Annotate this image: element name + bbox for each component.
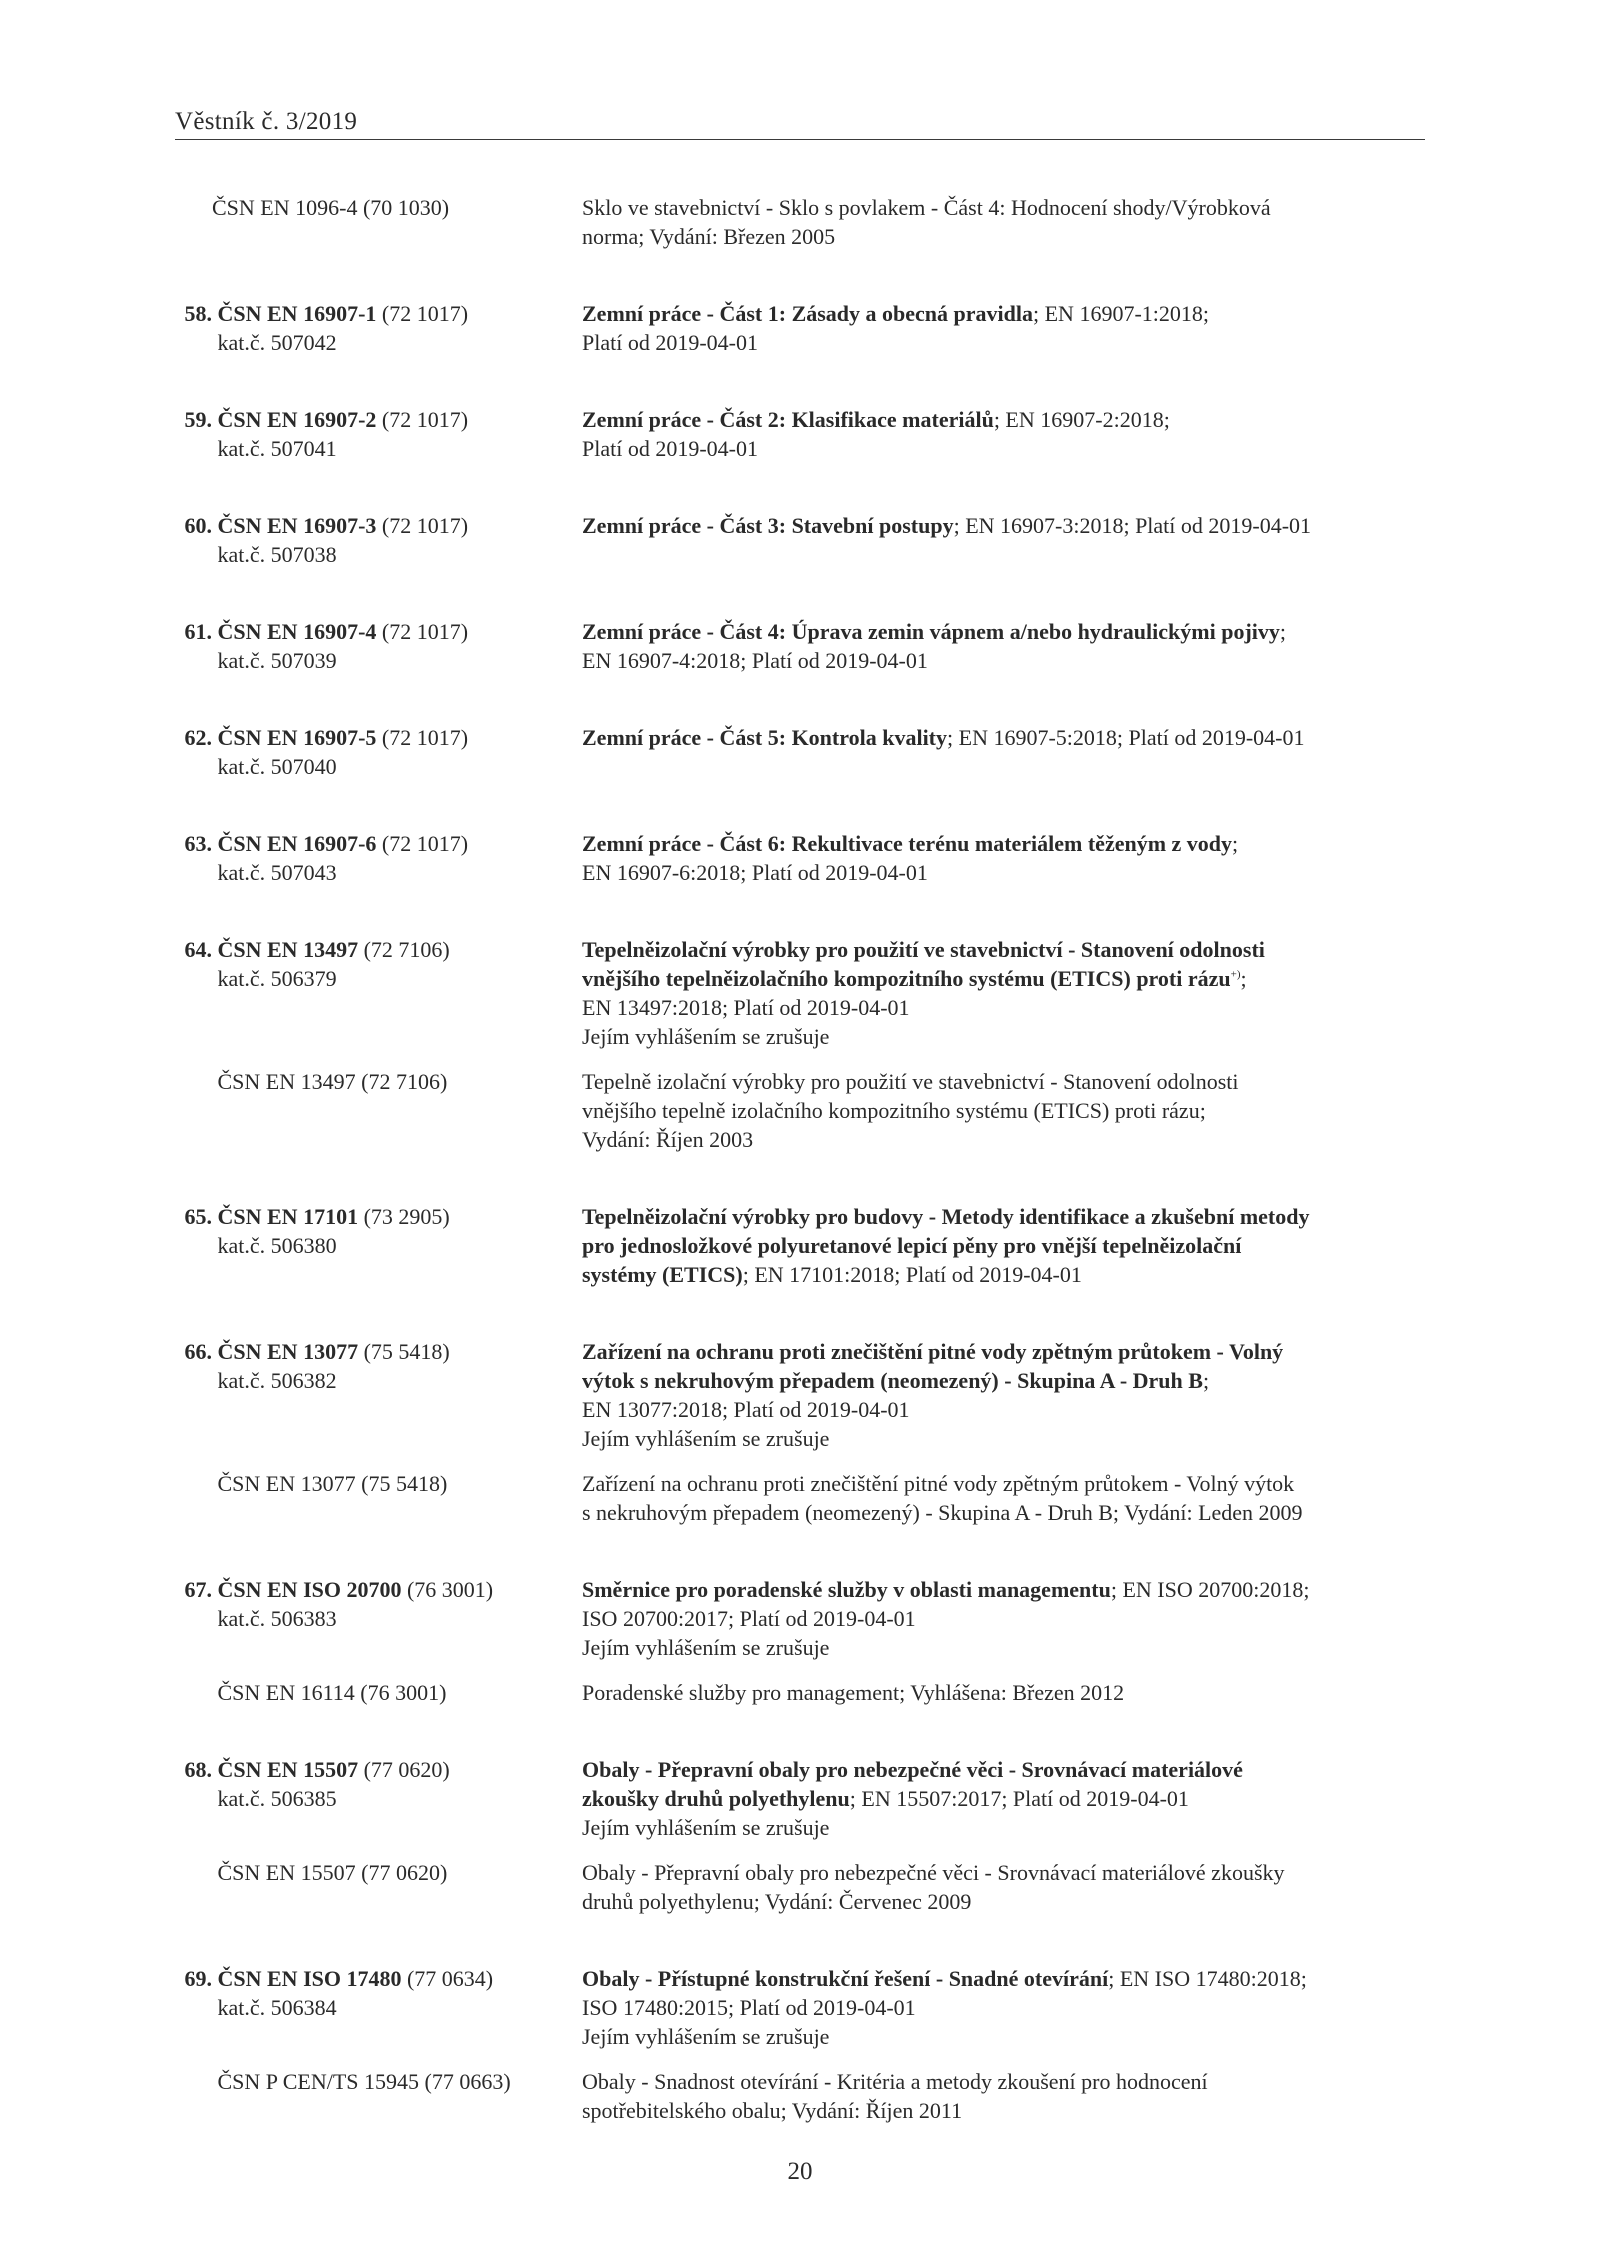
title-line bbox=[582, 1260, 1407, 1289]
standard-row bbox=[175, 405, 1425, 463]
classification-code: (72 1017) bbox=[376, 513, 469, 538]
standard-title bbox=[582, 617, 1407, 675]
replaced-standard-row bbox=[175, 1469, 1425, 1527]
title-line bbox=[582, 1784, 1407, 1813]
replaced-title-line: spotřebitelského obalu; Vydání: Říjen 2011 bbox=[582, 2098, 963, 2123]
entry-number: 62. bbox=[184, 725, 212, 750]
entry-number: 64. bbox=[184, 937, 212, 962]
classification-code: (73 2905) bbox=[358, 1204, 450, 1229]
title-bold-text: Obaly - Přístupné konstrukční řešení - Snadné otevírání bbox=[582, 1966, 1109, 1991]
standard-code bbox=[175, 723, 582, 781]
standard-row bbox=[175, 511, 1425, 569]
title-line bbox=[582, 511, 1407, 540]
title-line bbox=[582, 935, 1407, 964]
standard-entry bbox=[175, 299, 1425, 357]
replaced-standard-row bbox=[175, 1858, 1425, 1916]
standard-entry bbox=[175, 935, 1425, 1154]
title-bold-text: Zařízení na ochranu proti znečištění pitné vody zpětným průtokem - Volný bbox=[582, 1339, 1284, 1364]
standard-row bbox=[175, 1202, 1425, 1289]
title-bold-text: Tepelněizolační výrobky pro budovy - Metody identifikace a zkušební metody bbox=[582, 1204, 1310, 1229]
replaced-title-line: Zařízení na ochranu proti znečištění pitné vody zpětným průtokem - Volný výtok bbox=[582, 1471, 1295, 1496]
title-text: ; bbox=[1232, 831, 1239, 856]
replaced-title-line: s nekruhovým přepadem (neomezený) - Skupina A - Druh B; Vydání: Leden 2009 bbox=[582, 1500, 1303, 1525]
standard-title bbox=[582, 1575, 1407, 1662]
standard-entry bbox=[175, 617, 1425, 675]
title-text: Jejím vyhlášením se zrušuje bbox=[582, 1635, 830, 1660]
title-line bbox=[582, 1755, 1407, 1784]
standard-entry bbox=[175, 829, 1425, 887]
catalog-number: kat.č. 507041 bbox=[217, 436, 337, 461]
title-text: ; EN ISO 20700:2018; bbox=[1110, 1577, 1310, 1602]
standard-designation: ČSN EN 16907-1 bbox=[217, 301, 377, 326]
standard-row bbox=[175, 299, 1425, 357]
title-bold-text: Tepelněizolační výrobky pro použití ve stavebnictví - Stanovení odolnosti bbox=[582, 937, 1265, 962]
title-line bbox=[582, 405, 1407, 434]
catalog-number: kat.č. 506379 bbox=[217, 966, 337, 991]
classification-code: (72 7106) bbox=[358, 937, 450, 962]
replaced-standard-row bbox=[175, 1067, 1425, 1154]
standard-designation: ČSN EN 16907-4 bbox=[217, 619, 377, 644]
entry-number: 59. bbox=[184, 407, 212, 432]
title-line bbox=[582, 2022, 1407, 2051]
standard-row bbox=[175, 1575, 1425, 1662]
standard-code bbox=[175, 1337, 582, 1453]
title-bold-text: Zemní práce - Část 3: Stavební postupy bbox=[582, 513, 954, 538]
standard-title bbox=[582, 829, 1407, 887]
replaced-title-line: Vydání: Říjen 2003 bbox=[582, 1127, 754, 1152]
catalog-number: kat.č. 507042 bbox=[217, 330, 337, 355]
title-text: ; bbox=[1240, 966, 1247, 991]
title-text: ; EN 16907-2:2018; bbox=[993, 407, 1170, 432]
catalog-number: kat.č. 506383 bbox=[217, 1606, 337, 1631]
standard-code bbox=[175, 617, 582, 675]
entry-number: 68. bbox=[184, 1757, 212, 1782]
title-line bbox=[582, 1813, 1407, 1842]
catalog-number: kat.č. 506382 bbox=[217, 1368, 337, 1393]
replaced-title-line: Obaly - Snadnost otevírání - Kritéria a metody zkoušení pro hodnocení bbox=[582, 2069, 1208, 2094]
title-bold-text: Zemní práce - Část 5: Kontrola kvality bbox=[582, 725, 948, 750]
title-text: Jejím vyhlášením se zrušuje bbox=[582, 1426, 830, 1451]
standard-title bbox=[582, 1755, 1407, 1842]
title-text: EN 16907-4:2018; Platí od 2019-04-01 bbox=[582, 648, 928, 673]
title-line bbox=[582, 1202, 1407, 1231]
standard-entry bbox=[175, 1964, 1425, 2125]
standard-entry bbox=[175, 1755, 1425, 1916]
title-line bbox=[582, 1575, 1407, 1604]
title-line bbox=[582, 1964, 1407, 1993]
replaced-standard-code: ČSN EN 13497 (72 7106) bbox=[217, 1069, 448, 1094]
title-line bbox=[582, 858, 1407, 887]
title-text: Platí od 2019-04-01 bbox=[582, 436, 758, 461]
standard-designation: ČSN EN 13077 bbox=[217, 1339, 359, 1364]
title-bold-text: Obaly - Přepravní obaly pro nebezpečné věci - Srovnávací materiálové bbox=[582, 1757, 1243, 1782]
standard-code bbox=[175, 1575, 582, 1662]
catalog-number: kat.č. 507039 bbox=[217, 648, 337, 673]
replaced-standard-code: ČSN EN 15507 (77 0620) bbox=[217, 1860, 448, 1885]
catalog-number: kat.č. 506385 bbox=[217, 1786, 337, 1811]
entry-number: 66. bbox=[184, 1339, 212, 1364]
replaced-title-line: Obaly - Přepravní obaly pro nebezpečné věci - Srovnávací materiálové zkoušky bbox=[582, 1860, 1285, 1885]
entry-number: 63. bbox=[184, 831, 212, 856]
standard-code bbox=[175, 935, 582, 1051]
title-bold-text: vnějšího tepelněizolačního kompozitního systému (ETICS) proti rázu bbox=[582, 966, 1231, 991]
title-line bbox=[582, 993, 1407, 1022]
standard-code bbox=[175, 829, 582, 887]
standard-row bbox=[175, 1755, 1425, 1842]
title-text: Jejím vyhlášením se zrušuje bbox=[582, 2024, 830, 2049]
replaced-standard-title: Sklo ve stavebnictví - Sklo s povlakem - Část 4: Hodnocení shody/Výrobková norma; Vydání: Březen 2005 bbox=[582, 195, 1271, 249]
standard-entry bbox=[175, 723, 1425, 781]
catalog-number: kat.č. 506384 bbox=[217, 1995, 337, 2020]
replaced-title-line: vnějšího tepelně izolačního kompozitního systému (ETICS) proti rázu; bbox=[582, 1098, 1206, 1123]
title-text: ; EN 16907-3:2018; Platí od 2019-04-01 bbox=[953, 513, 1312, 538]
entry-number: 58. bbox=[184, 301, 212, 326]
title-text: Jejím vyhlášením se zrušuje bbox=[582, 1815, 830, 1840]
classification-code: (72 1017) bbox=[376, 301, 469, 326]
title-line bbox=[582, 1366, 1407, 1395]
standard-code bbox=[175, 1755, 582, 1842]
title-line bbox=[582, 617, 1407, 646]
title-text: ; EN 16907-5:2018; Platí od 2019-04-01 bbox=[947, 725, 1305, 750]
title-line bbox=[582, 1993, 1407, 2022]
classification-code: (77 0620) bbox=[358, 1757, 450, 1782]
title-text: EN 13497:2018; Platí od 2019-04-01 bbox=[582, 995, 910, 1020]
classification-code: (76 3001) bbox=[401, 1577, 494, 1602]
title-bold-text: systémy (ETICS) bbox=[582, 1262, 743, 1287]
title-bold-text: pro jednosložkové polyuretanové lepicí pěny pro vnější tepelněizolační bbox=[582, 1233, 1242, 1258]
title-line bbox=[582, 299, 1407, 328]
replaced-standard-title bbox=[582, 2067, 1407, 2125]
standard-row bbox=[175, 829, 1425, 887]
standard-entry bbox=[175, 511, 1425, 569]
title-text: EN 16907-6:2018; Platí od 2019-04-01 bbox=[582, 860, 928, 885]
title-line bbox=[582, 1231, 1407, 1260]
title-line bbox=[582, 1337, 1407, 1366]
classification-code: (77 0634) bbox=[401, 1966, 494, 1991]
journal-header bbox=[175, 108, 1425, 140]
standards-list bbox=[175, 193, 1425, 2173]
title-line bbox=[582, 1395, 1407, 1424]
replaced-standard-row bbox=[175, 1678, 1425, 1707]
title-text: Jejím vyhlášením se zrušuje bbox=[582, 1024, 830, 1049]
standard-code bbox=[175, 1202, 582, 1289]
title-line bbox=[582, 1022, 1407, 1051]
title-text: ; EN 16907-1:2018; bbox=[1033, 301, 1209, 326]
standard-title bbox=[582, 405, 1407, 463]
standard-code bbox=[175, 299, 582, 357]
footnote-mark: +) bbox=[1230, 968, 1241, 981]
replaced-standard-code: ČSN EN 1096-4 (70 1030) bbox=[212, 195, 450, 220]
standard-designation: ČSN EN 16907-3 bbox=[217, 513, 377, 538]
standard-title bbox=[582, 1202, 1407, 1289]
title-line bbox=[582, 829, 1407, 858]
title-line bbox=[582, 964, 1407, 993]
classification-code: (72 1017) bbox=[376, 725, 469, 750]
title-bold-text: Zemní práce - Část 6: Rekultivace terénu materiálem těženým z vody bbox=[582, 831, 1233, 856]
standard-code bbox=[175, 1964, 582, 2051]
standard-row bbox=[175, 723, 1425, 781]
entry-number: 65. bbox=[184, 1204, 212, 1229]
standard-designation: ČSN EN 13497 bbox=[217, 937, 359, 962]
classification-code: (75 5418) bbox=[358, 1339, 450, 1364]
standard-code bbox=[175, 511, 582, 569]
replaced-standard-code: ČSN EN 16114 (76 3001) bbox=[217, 1680, 447, 1705]
standard-title bbox=[582, 511, 1407, 569]
replaced-standard-row bbox=[175, 193, 1425, 251]
standard-row bbox=[175, 935, 1425, 1051]
standard-entries bbox=[175, 299, 1425, 2125]
standard-designation: ČSN EN ISO 17480 bbox=[217, 1966, 402, 1991]
replaced-title-line: druhů polyethylenu; Vydání: Červenec 2009 bbox=[582, 1889, 972, 1914]
title-text: EN 13077:2018; Platí od 2019-04-01 bbox=[582, 1397, 910, 1422]
classification-code: (72 1017) bbox=[376, 407, 469, 432]
replaced-standard-title bbox=[582, 1678, 1407, 1707]
standard-designation: ČSN EN 16907-2 bbox=[217, 407, 377, 432]
replaced-standard-title bbox=[582, 1067, 1407, 1154]
standard-code bbox=[175, 405, 582, 463]
standard-title bbox=[582, 723, 1407, 781]
title-text: ISO 17480:2015; Platí od 2019-04-01 bbox=[582, 1995, 916, 2020]
classification-code: (72 1017) bbox=[376, 831, 469, 856]
standard-row bbox=[175, 1964, 1425, 2051]
standard-title bbox=[582, 1964, 1407, 2051]
replaced-standard-title bbox=[582, 1469, 1407, 1527]
title-line bbox=[582, 723, 1407, 752]
title-bold-text: zkoušky druhů polyethylenu bbox=[582, 1786, 850, 1811]
replaced-title-line: Tepelně izolační výrobky pro použití ve stavebnictví - Stanovení odolnosti bbox=[582, 1069, 1239, 1094]
entry-number: 69. bbox=[184, 1966, 212, 1991]
replaced-standard-code: ČSN P CEN/TS 15945 (77 0663) bbox=[217, 2069, 511, 2094]
classification-code: (72 1017) bbox=[376, 619, 469, 644]
standard-designation: ČSN EN 17101 bbox=[217, 1204, 359, 1229]
title-bold-text: Zemní práce - Část 2: Klasifikace materiálů bbox=[582, 407, 994, 432]
standard-designation: ČSN EN 15507 bbox=[217, 1757, 359, 1782]
title-line bbox=[582, 434, 1407, 463]
entry-number: 67. bbox=[184, 1577, 212, 1602]
title-bold-text: Směrnice pro poradenské služby v oblasti managementu bbox=[582, 1577, 1111, 1602]
title-line bbox=[582, 1424, 1407, 1453]
standard-designation: ČSN EN 16907-5 bbox=[217, 725, 377, 750]
standard-entry bbox=[175, 1202, 1425, 1289]
title-text: ; EN 17101:2018; Platí od 2019-04-01 bbox=[742, 1262, 1082, 1287]
title-bold-text: Zemní práce - Část 1: Zásady a obecná pravidla bbox=[582, 301, 1033, 326]
standard-row bbox=[175, 1337, 1425, 1453]
standard-entry bbox=[175, 1575, 1425, 1707]
standard-designation: ČSN EN ISO 20700 bbox=[217, 1577, 402, 1602]
standard-row bbox=[175, 617, 1425, 675]
page-number: 20 bbox=[787, 2158, 813, 2185]
catalog-number: kat.č. 507040 bbox=[217, 754, 337, 779]
title-text: ; EN 15507:2017; Platí od 2019-04-01 bbox=[849, 1786, 1189, 1811]
carryover-entry bbox=[175, 193, 1425, 251]
title-line bbox=[582, 328, 1407, 357]
standard-entry bbox=[175, 1337, 1425, 1527]
title-line bbox=[582, 646, 1407, 675]
title-text: ; EN ISO 17480:2018; bbox=[1108, 1966, 1307, 1991]
replaced-title-line: Poradenské služby pro management; Vyhlášena: Březen 2012 bbox=[582, 1680, 1125, 1705]
standard-title bbox=[582, 935, 1407, 1051]
standard-title bbox=[582, 299, 1407, 357]
title-text: Platí od 2019-04-01 bbox=[582, 330, 758, 355]
entry-number: 60. bbox=[184, 513, 212, 538]
replaced-standard-code: ČSN EN 13077 (75 5418) bbox=[217, 1471, 448, 1496]
title-text: ; bbox=[1279, 619, 1287, 644]
entry-number: 61. bbox=[184, 619, 212, 644]
journal-title: Věstník č. 3/2019 bbox=[175, 108, 358, 135]
catalog-number: kat.č. 507038 bbox=[217, 542, 337, 567]
title-bold-text: Zemní práce - Část 4: Úprava zemin vápnem a/nebo hydraulickými pojivy bbox=[582, 619, 1280, 644]
title-bold-text: výtok s nekruhovým přepadem (neomezený) - Skupina A - Druh B bbox=[582, 1368, 1203, 1393]
replaced-standard-title bbox=[582, 1858, 1407, 1916]
title-line bbox=[582, 1604, 1407, 1633]
title-line bbox=[582, 1633, 1407, 1662]
catalog-number: kat.č. 506380 bbox=[217, 1233, 337, 1258]
standard-entry bbox=[175, 405, 1425, 463]
standard-title bbox=[582, 1337, 1407, 1453]
title-text: ; bbox=[1202, 1368, 1210, 1393]
title-text: ISO 20700:2017; Platí od 2019-04-01 bbox=[582, 1606, 916, 1631]
standard-designation: ČSN EN 16907-6 bbox=[217, 831, 377, 856]
catalog-number: kat.č. 507043 bbox=[217, 860, 337, 885]
replaced-standard-row bbox=[175, 2067, 1425, 2125]
